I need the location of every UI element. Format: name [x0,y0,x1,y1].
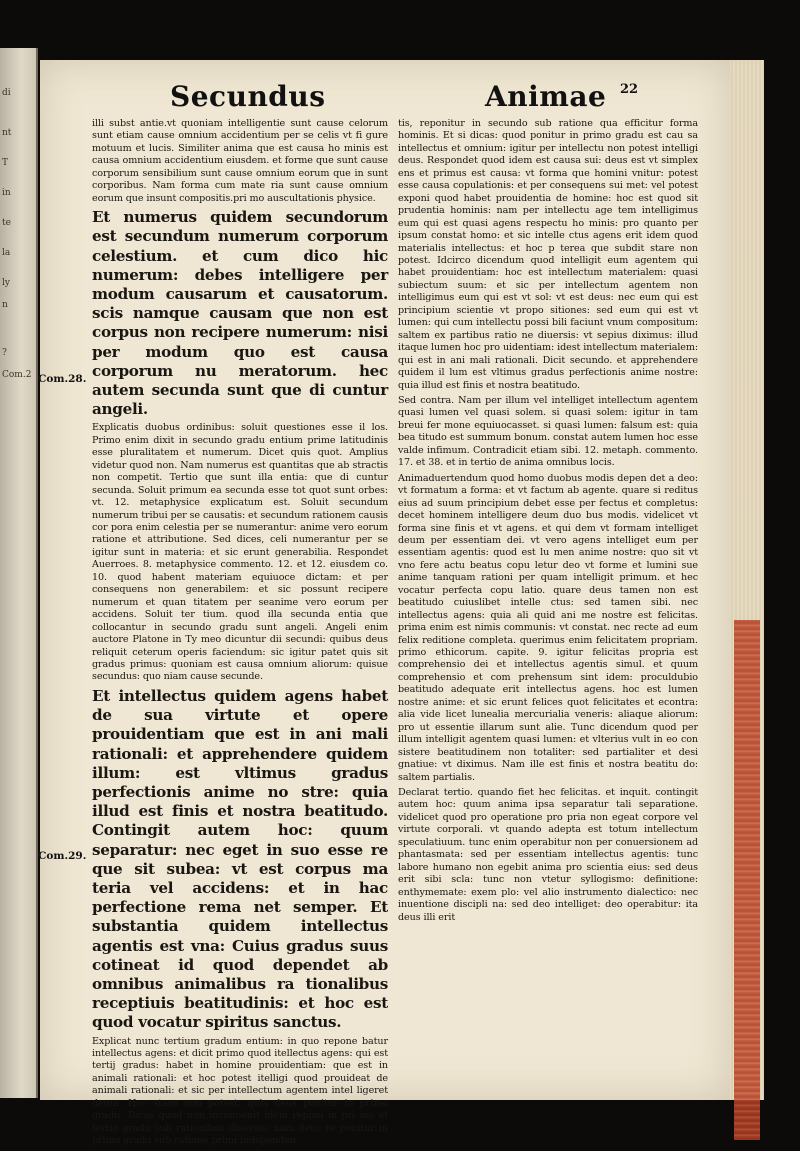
commentary-paragraph: Animaduertendum quod homo duobus modis depen det a deo: vt formatum a forma: et vt factum ab agente. quare si reditus eius ad suum principium debet esse per fectus et completus: decet hominem intelligere deum duo bus modis. videlicet vt forma sine finis et vt agens. et qui dem vt formam intelliget deum per essentiam dei. vt vero agens intelliget eum per essentiam agentis: quod est lu men anime nostre: quo sit vt vno fere actu beatus copu letur deo vt forme et lumini sue anime tanquam rationi per quam intelligit primum. et hec vocatur perfecta copu latio. quare deus tamen non est beatitudo cuiuslibet intelle ctus: sed tamen sibi. nec intellectus agens: quia ali quid ani me nostre est felicitas. prima enim est nimis communis: vt constat. nec recte ad eum felix reditione completa. querimus enim felicitatem propriam. primo ethicorum. capite. 9. igitur felicitas propria est comprehensio dei et intellectus agentis simul. et quum comprehensio et com prehensum sint idem: proculdubio beatitudo adequate erit intellectus agens. hoc est lumen nostre anime: et sic erunt felices quot felicitates et econtra: alia vide licet lunealia mercurialia veneris: aliaque aliorum: pro ut essentie illarum sunt alie. Tunc dicendum quod per illum intelligit agentem quasi lumen: et vlterius vult in eo con sistere beatitudinem non totaliter: sed partialiter et desi gnatiue: vt diximus. Nam ille est finis et nostra beatitu do: saltem partialis. [398,472,698,783]
left-edge-fragment: T [2,158,9,168]
right-text-column [398,118,698,1078]
left-edge-fragment: di [2,88,11,98]
margin-note-com29: Com.29. [38,850,87,862]
folio-number: 22 [620,82,639,97]
commentary-paragraph: tis, reponitur in secundo sub ratione qua efficitur forma hominis. Et si dicas: quod ponitur in primo gradu est cau sa intellectus et omnium: igitur per intellectu non potest intelligi deus. Respondet quod idem est causa sui: deus est vt simplex ens et primus est causa: vt forma que homini vnitur: potest esse causa copulationis: et per consequens sui met: vel potest exponi quod habet prouidentia de homine: hoc est quod sit prudentia hominis: nam per intellectu age tem intelligimus eum qui est quasi agens respectu ho minis: pro quanto per ipsum constat homo: et sic intelle ctus agens erit idem quod materialis intellectus: et hoc p terea que subdit stare non potest. Idcirco dicendum quod intelligit eum agentem qui habet prouidentiam: hoc est intellectum materialem: quasi subiectum suum: et sic per intellectum agentem non intelligimus eum qui est vt sol: vt est deus: nec eum qui est principium scientie vt propo sitiones: sed eum qui est vt lumen: qui cum intellectu possi bili faciunt vnum compositum: saltem ex partibus ratio ne diuersis: vt sepius diximus: illud itaque lumen hoc pro uidentiam: idest intellectum materialem: qui est in ani mali rationali. Dicit secundo. et apprehendere quidem il lum est vltimus gradus perfectionis anime nostre: quia illud est finis et nostra beatitudo. [398,118,698,391]
red-edge-stain [734,620,760,1140]
margin-note-com28: Com.28. [38,373,87,385]
main-text-paragraph: Et intellectus quidem agens habet de sua virtute et opere prouidentiam que est in ani mali rationali: et apprehendere quidem illum: est vltimus gradus perfectionis anime no stre: quia illud est finis et nostra beatitudo. Contingit autem hoc: quum separatur: nec eget in suo esse re que sit subea: vt est corpus ma teria vel accidens: et in hac perfectione rema net semper. Et substantia quidem intellectus agentis est vna: Cuius gradus suus cotineat id quod dependet ab omnibus animalibus ra tionalibus receptiuis beatitudinis: et hoc est quod vocatur spiritus sanctus. [92,686,388,1032]
left-edge-fragment: te [2,218,11,228]
commentary-paragraph: Explicatis duobus ordinibus: soluit questiones esse il los. Primo enim dixit in secundo gradu entium prime latitudinis esse pluralitatem et numerum. Dicet quis quot. Amplius videtur quod non. Nam numerus est quantitas que ab stractis non competit. Tertio que sunt illa entia: que di cuntur secunda. Soluit primum ea secunda esse tot quot sunt orbes: vt. 12. metaphysice explicatum est. Soluit secundum numerum tribui per se causatis: et secundum rationem causis cor pora enim celestia per se numerantur: anime vero eorum ratione et attributione. Sed dices, celi numerantur per se igitur sunt in materia: et sic erunt generabilia. Respondet Auerroes. 8. metaphysice commento. 12. et 12. eiusdem co. 10. quod habent materiam equiuoce dictam: et per consequens non generabilem: et sic possunt recipere numerum et quan titatem per seanime vero eorum per accidens. Soluit ter tium. quod illa secunda entia que collocantur in secundo gradu sunt angeli. Angeli enim auctore Platone in Ty meo dicuntur dii secundi: quibus deus reliquit ceterum operis faciendum: sic igitur patet quis sit gradus primus: quoniam est causa omnium aliorum: quisue secundus: quo niam cause secunde. [92,422,388,683]
left-edge-fragment: in [2,188,11,198]
left-edge-fragment: Com.2 [2,370,32,380]
running-head-left: Secundus [170,80,326,113]
left-edge-fragment: la [2,248,11,258]
commentary-paragraph: Declarat tertio. quando fiet hec felicitas. et inquit. contingit autem hoc: quum anima ipsa separatur tali separatione. videlicet quod pro operatione pro pria non egeat corpore vel virtute corporali. vt quando adepta est totum intellectum speculatiuum. tunc enim operabitur non per conuersionem ad phantasmata: sed per essentiam intellectus agentis: tunc labore humano non egebit anima pro scientia eius: sed deus erit sibi scla: tunc non vtetur syllogismo: definitione: enthymemate: exem plo: vel alio instrumento dialectico: nec inuentione discipli na: sed deo intelliget: deo operabitur: ita deus illi erit [398,787,698,923]
left-facing-page-edge [0,48,38,1098]
main-text-paragraph: Et numerus quidem secundorum est secundum numerum corporum celestium. et cum dico hic numerum: debes intelligere per modum causarum et causatorum. scis namque causam que non est corpus non recipere numerum: nisi per modum quo est causa corporum nu meratorum. hec autem secunda sunt que di cuntur angeli. [92,208,388,419]
running-head-right: Animae [485,80,607,113]
left-edge-fragment: ly [2,278,10,288]
commentary-paragraph: Sed contra. Nam per illum vel intelliget intellectum agentem quasi lumen vel quasi solem. si quasi solem: igitur in tam breui fer mone equiuocasset. si quasi lumen: falsum est: quia bea titudo est summum bonum. constat autem lumen hoc esse valde infimum. Contradicit etiam sibi. 12. metaph. commento. 17. et 38. et in tertio de anima omnibus locis. [398,394,698,469]
left-text-column [92,118,388,1147]
left-edge-fragment: nt [2,128,12,138]
commentary-paragraph: Explicat nunc tertium gradum entium: in quo repone batur intellectus agens: et dicit primo quod itellectus agens: qui est tertij gradus: habet in homine prouidentiam: que est in animali rationali: et hoc potest itelligi quod prouideat de animali rationali: et sic per intellectum agentem intel ligeret deum. Hoc stare non potest: quia deus ponitur in primo gradu. Dicas quod non inconuenit idem reponi in pri mo et tertio gradu sub rationibus diuersis: nam deus re ponitur in primo gradu sub ratione primi independen [92,1035,388,1147]
left-edge-fragment: n [2,300,8,310]
page-fore-edge [730,60,764,1100]
left-edge-fragment: ? [2,348,7,358]
commentary-paragraph: illi subst antie.vt quoniam intelligentie sunt cause celorum sunt etiam cause omnium accidentium per se celis vt fi gure motuum et lucis. Similiter anima que est causa ho minis est causa omnium accidentium eiusdem. et forme que sunt cause corporum sensibilium sunt cause omnium eorum que in sunt corporibus. Nam forma cum mate ria sunt cause omnium eorum que insunt compositis.pri mo auscultationis physice. [92,118,388,204]
